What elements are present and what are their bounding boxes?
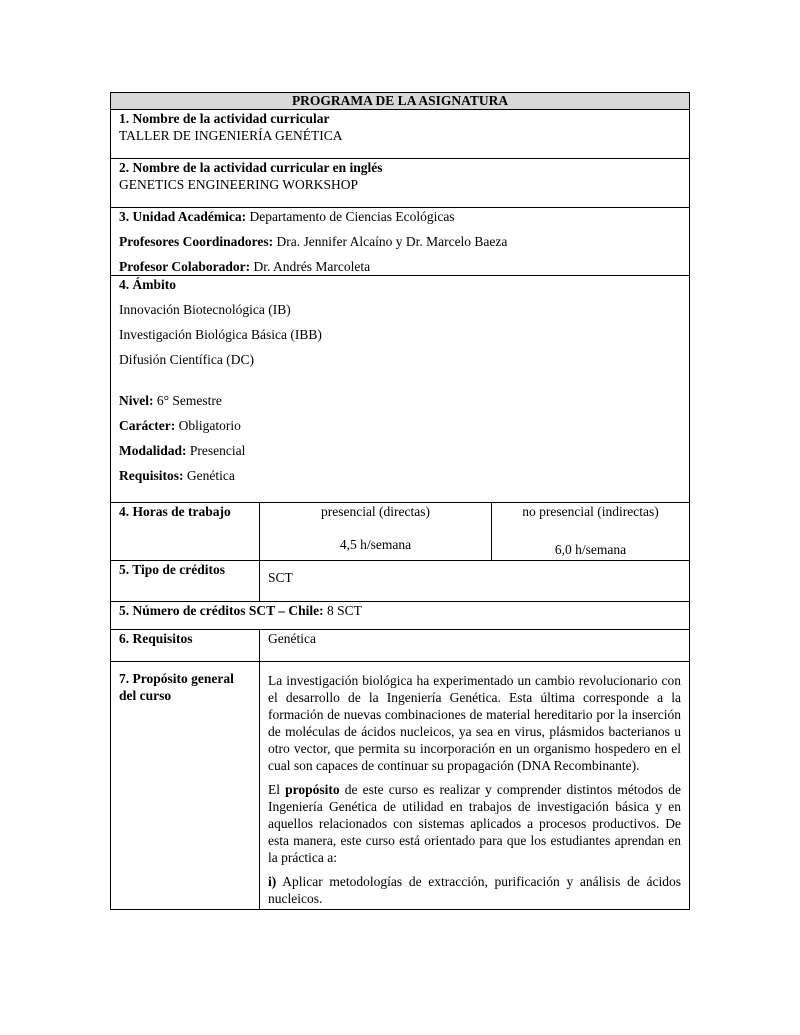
proposito-p3-bold: i) — [268, 874, 277, 889]
tipo-creditos-label: 5. Tipo de créditos — [111, 561, 260, 602]
nivel-label: Nivel: — [119, 393, 154, 408]
ambito-item-3: Difusión Científica (DC) — [119, 352, 254, 367]
section-2-row — [111, 159, 690, 208]
proposito-p3-text: Aplicar metodologías de extracción, purificación y análisis de ácidos nucleicos. — [268, 874, 682, 906]
course-program-document — [110, 92, 689, 910]
proposito-p2-post: de este curso es realizar y comprender distintos métodos de Ingeniería Genética de utilidad en trabajos de investigación básica y en aquellos relacionados con sistemas aplicados a procesos productivos. De esta manera, este curso está orientado para que los estudiantes aprendan en la práctica a: — [268, 782, 682, 865]
modalidad-value: Presencial — [189, 443, 246, 458]
requisitos-line — [119, 467, 681, 484]
unidad-value: Departamento de Ciencias Ecológicas — [249, 209, 455, 224]
numero-creditos-cell — [111, 602, 690, 630]
caracter-line — [119, 417, 681, 434]
ambito-item-1: Innovación Biotecnológica (IB) — [119, 302, 291, 317]
nivel-line — [119, 392, 681, 409]
ambito-label: 4. Ámbito — [119, 277, 176, 292]
section-4-cell — [111, 276, 690, 503]
section-1-label: 1. Nombre de la actividad curricular — [119, 111, 330, 126]
program-table — [110, 92, 690, 910]
presencial-label: presencial (directas) — [320, 504, 431, 519]
requisitos-label-inline: Requisitos: — [119, 468, 184, 483]
unidad-line — [119, 208, 681, 225]
section-2-cell — [111, 159, 690, 208]
modalidad-label: Modalidad: — [119, 443, 187, 458]
numero-creditos-value: 8 SCT — [327, 603, 362, 618]
header-row — [111, 93, 690, 110]
no-presencial-cell — [492, 503, 690, 561]
section-1-cell — [111, 110, 690, 159]
section-1-value: TALLER DE INGENIERÍA GENÉTICA — [119, 128, 343, 143]
section-4-row — [111, 276, 690, 503]
horas-row — [111, 503, 690, 561]
colaborador-line — [119, 258, 681, 275]
requisitos-label: 6. Requisitos — [111, 630, 260, 662]
section-1-row — [111, 110, 690, 159]
table-title: PROGRAMA DE LA ASIGNATURA — [111, 93, 690, 110]
horas-label: 4. Horas de trabajo — [111, 503, 260, 561]
proposito-paragraph-3 — [268, 873, 681, 907]
proposito-p2-pre: El — [268, 782, 280, 797]
nivel-value: 6° Semestre — [156, 393, 222, 408]
colaborador-value: Dr. Andrés Marcoleta — [253, 259, 371, 274]
unidad-label: 3. Unidad Académica: — [119, 209, 247, 224]
tipo-creditos-value: SCT — [260, 561, 690, 602]
ambito-item-2: Investigación Biológica Básica (IBB) — [119, 327, 322, 342]
profesores-line — [119, 233, 681, 250]
proposito-paragraph-2 — [268, 781, 681, 866]
requisitos-value: Genética — [260, 630, 690, 662]
tipo-creditos-row — [111, 561, 690, 602]
proposito-cell — [260, 662, 690, 910]
profesores-value: Dra. Jennifer Alcaíno y Dr. Marcelo Baeza — [276, 234, 508, 249]
numero-creditos-row — [111, 602, 690, 630]
requisitos-value-inline: Genética — [186, 468, 235, 483]
no-presencial-label: no presencial (indirectas) — [522, 504, 659, 519]
no-presencial-value: 6,0 h/semana — [554, 542, 627, 557]
proposito-p2-bold: propósito — [285, 782, 340, 797]
section-3-row — [111, 208, 690, 276]
section-2-label: 2. Nombre de la actividad curricular en inglés — [119, 160, 383, 175]
proposito-paragraph-1: La investigación biológica ha experimentado un cambio revolucionario con el desarrollo de la Ingeniería Genética. Esta última corresponde a la formación de nuevas combinaciones de material hereditario por la inserción de moléculas de ácidos nucleicos, ya sea en virus, plásmidos bacterianos u otro vector, que permita su incorporación en un organismo hospedero en el cual son capaces de continuar su propagación (DNA Recombinante). — [268, 673, 682, 773]
numero-creditos-label: 5. Número de créditos SCT – Chile: — [119, 603, 324, 618]
section-2-value: GENETICS ENGINEERING WORKSHOP — [119, 177, 358, 192]
section-3-cell — [111, 208, 690, 276]
presencial-cell — [260, 503, 492, 561]
proposito-label: 7. Propósito general del curso — [111, 662, 260, 910]
presencial-value: 4,5 h/semana — [339, 537, 412, 552]
proposito-row — [111, 662, 690, 910]
requisitos-row — [111, 630, 690, 662]
profesores-label: Profesores Coordinadores: — [119, 234, 274, 249]
caracter-value: Obligatorio — [178, 418, 241, 433]
caracter-label: Carácter: — [119, 418, 176, 433]
modalidad-line — [119, 442, 681, 459]
colaborador-label: Profesor Colaborador: — [119, 259, 251, 274]
